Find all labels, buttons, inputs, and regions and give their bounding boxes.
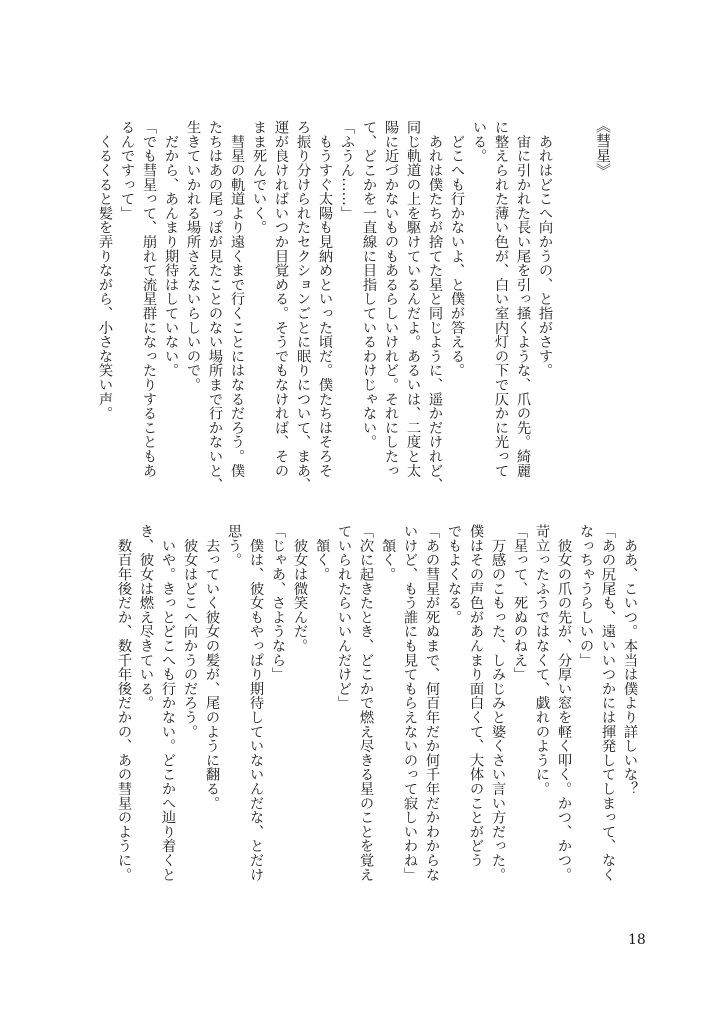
text-line: あれは僕たちが捨てた星と同じように、遥かだけれど、 [427, 120, 443, 492]
text-line: 「あの彗星が死ぬまで、何百年だか何千年だかわからな [424, 524, 440, 882]
text-line: いる。 [471, 120, 487, 163]
text-line: るんですって」 [119, 120, 135, 221]
text-line: 運が良ければいつか目覚める。そうでもなければ、その [273, 120, 289, 478]
text-line: 頷く。 [380, 524, 396, 582]
text-line: 「あの尻尾も、遠いいつかには揮発してしまって、なく [600, 524, 616, 882]
text-line: 僕はその声色があんまり面白くて、大体のことがどう [468, 524, 484, 868]
text-line: て、どこかを一直線に目指しているわけじゃない。 [361, 120, 377, 449]
text-line: 彼女の爪の先が、分厚い窓を軽く叩く。かつ、かつ。 [556, 524, 572, 882]
text-line: まま死んでいく。 [251, 120, 267, 235]
text-line: いけど、もう誰にも見てもらえないのって寂しいわね」 [402, 524, 418, 882]
text-line: 彗星の軌道より遠くまで行くことにはなるだろう。僕 [229, 120, 245, 478]
text-line: ああ、こいつ。本当は僕より詳しいな？ [622, 524, 638, 796]
text-line: 頷く。 [314, 524, 330, 582]
text-line: 陽に近づかないものもあるらしいけれど。それにしたっ [383, 120, 399, 478]
text-line: 「ふうん……」 [339, 120, 355, 221]
text-line: 宙に引かれた長い尾を引っ掻くような、爪の先。綺麗 [515, 120, 531, 478]
text-line: もうすぐ太陽も見納めといった頃だ。僕たちはそろそ [317, 120, 333, 478]
text-line: 同じ軌道の上を駆けているんだよ。あるいは、二度と太 [405, 120, 421, 478]
text-line: 僕は、彼女もやっぱり期待していないんだな、とだけ [248, 524, 264, 882]
text-line: どこへも行かないよ、と僕が答える。 [449, 120, 465, 378]
text-block-top [94, 120, 556, 490]
text-line: 「次に起きたとき、どこかで燃え尽きる星のことを覚え [358, 524, 374, 882]
text-line: に整えられた薄い色が、白い室内灯の下で仄かに光って [493, 120, 509, 478]
text-line: あれはどこへ向かうの、と指がさす。 [537, 120, 553, 378]
page-number: 18 [628, 932, 646, 948]
text-line: ろ振り分けられたセクションごとに眠りについて、まあ、 [295, 120, 311, 492]
text-line: ていられたらいいんだけど」 [336, 524, 352, 710]
text-line: 「じゃあ、さようなら」 [270, 524, 286, 682]
text-line: だから、あんまり期待はしていない。 [163, 120, 179, 378]
text-line: 苛立ったふうではなくて、戯れのように。 [534, 524, 550, 796]
text-line: 去っていく彼女の髪が、尾のように翻る。 [204, 524, 220, 810]
story-title: 《彗星》 [594, 118, 612, 178]
text-line: いや。きっとどこへも行かない。どこかへ辿り着くと [160, 524, 176, 882]
text-line: なっちゃうらしいの」 [578, 524, 594, 667]
text-line: くるくると髪を弄りながら、小さな笑い声。 [97, 120, 113, 421]
text-block-bottom [113, 524, 641, 894]
text-line: 思う。 [226, 524, 242, 567]
text-line: 「でも彗星って、崩れて流星群になったりすることもあ [141, 120, 157, 478]
text-line: 彼女はどこへ向かうのだろう。 [182, 524, 198, 739]
text-line: たちはあの尾っぽが見たことのない場所まで行かないと、 [207, 120, 223, 492]
text-line: 「星って、死ぬのねえ」 [512, 524, 528, 682]
text-line: 彼女は微笑んだ。 [292, 524, 308, 653]
text-line: 万感のこもった、しみじみと婆くさい言い方だった。 [490, 524, 506, 882]
text-line: でもよくなる。 [446, 524, 462, 625]
text-line: き、彼女は燃え尽きている。 [138, 524, 154, 710]
text-line: 数百年後だか、数千年後だかの、あの彗星のように。 [116, 524, 132, 882]
text-line: 生きていかれる場所さえないらしいので。 [185, 120, 201, 392]
